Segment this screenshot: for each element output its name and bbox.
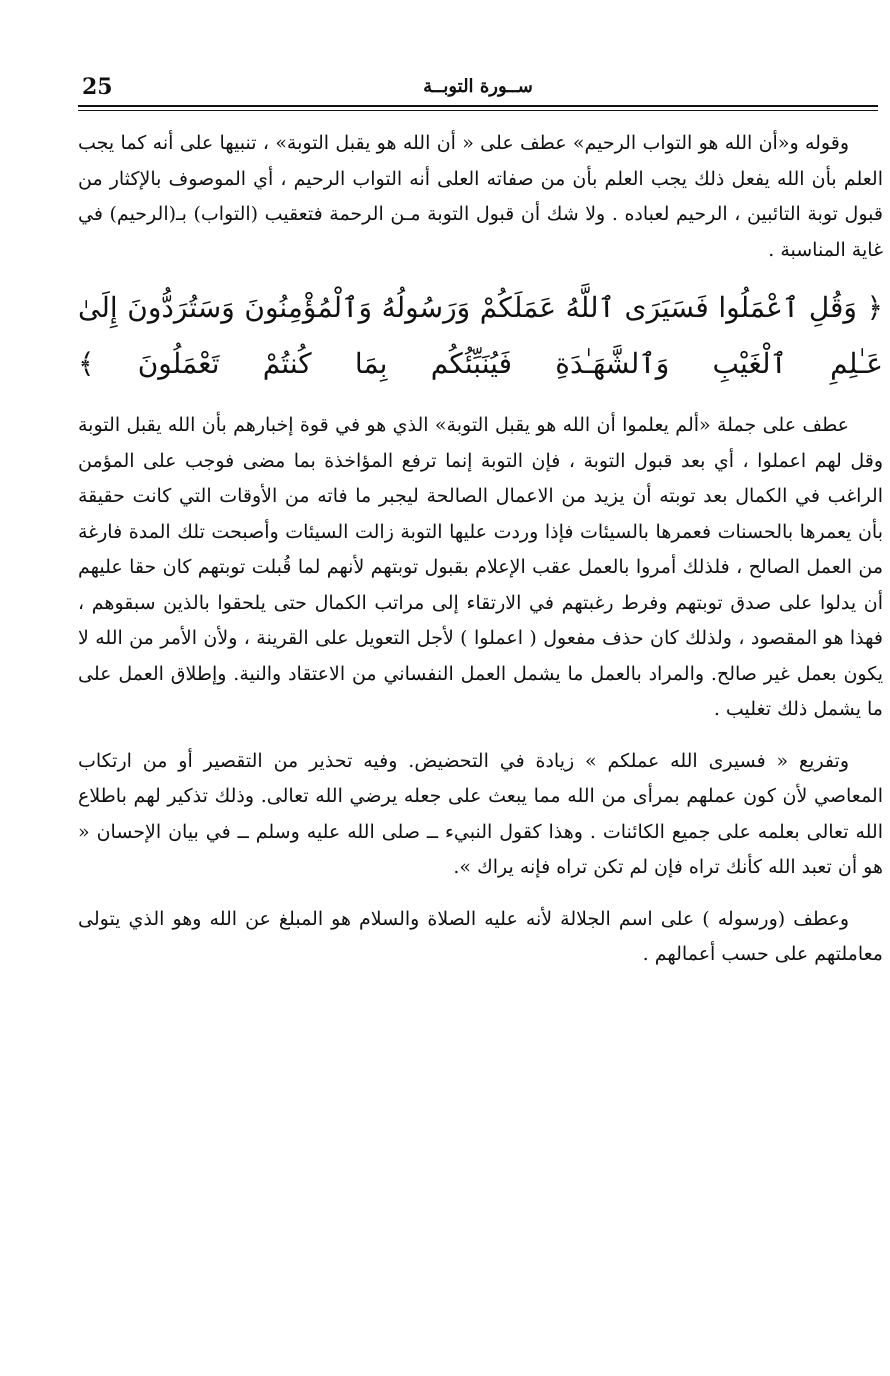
header-rule-thin — [78, 110, 878, 111]
page-header — [78, 72, 878, 112]
running-title: ســورة التوبــة — [423, 76, 533, 97]
quran-verse: ﴿ وَقُلِ ٱعْمَلُوا فَسَيَرَى ٱللَّهُ عَمَلَكُمْ وَرَسُولُهُ وَٱلْمُؤْمِنُونَ وَسَتُرَدُّونَ إِلَىٰ عَـٰلِمِ ٱلْغَيْبِ وَٱلشَّهَـٰدَةِ فَيُنَبِّئُكُم بِمَا كُنتُمْ تَعْمَلُونَ ﴾ — [78, 291, 883, 380]
paragraph-3: وتفريع « فسيرى الله عملكم » زيادة في التحضيض. وفيه تحذير من التقصير أو من ارتكاب المعاصي لأن كون عملهم بمرأى من الله مما يبعث على جعله يرضي الله تعالى. وذلك تذكير لهم باطلاع الله تعالى بعلمه على جميع الكائنات . وهذا كقول النبيء ــ صلى الله عليه وسلم ــ في بيان الإحسان « هو أن تعبد الله كأنك تراه فإن لم تكن تراه فإنه يراك ». — [78, 749, 883, 878]
paragraph-1: وقوله و«أن الله هو التواب الرحيم» عطف على « أن الله هو يقبل التوبة» ، تنبيها على أنه كما يجب العلم بأن الله يفعل ذلك يجب العلم بأن من صفاته العلى أنه التواب الرحيم ، أي الموصوف بالإكثار من قبول توبة التائبين ، الرحيم لعباده . ولا شك أن قبول التوبة مـن الرحمة فتعقيب (التواب) بـ(الرحيم) في غاية المناسبة . — [78, 132, 883, 261]
header-rule — [78, 105, 878, 107]
paragraph-2: عطف على جملة «ألم يعلموا أن الله هو يقبل التوبة» الذي هو في قوة إخبارهم بأن الله يقبل التوبة وقل لهم اعملوا ، أي بعد قبول التوبة ، فإن التوبة إنما ترفع المؤاخذة بما مضى فوجب على المؤمن الراغب في الكمال بعد توبته أن يزيد من الاعمال الصالحة ليجبر ما فاته من الأوقات التي كانت حقيقة بأن يعمرها بالحسنات فعمرها بالسيئات فإذا وردت عليها التوبة زالت السيئات وأصبحت تلك المدة فارغة من العمل الصالح ، فلذلك أمروا بالعمل عقب الإعلام بقبول توبتهم لأنهم لما قُبلت توبتهم كان حقا عليهم أن يدلوا على صدق توبتهم وفرط رغبتهم في الارتقاء إلى مراتب الكمال حتى يلحقوا بالذين سبقوهم ، فهذا هو المقصود ، ولذلك كان حذف مفعول ( اعملوا ) لأجل التعويل على القرينة ، ولأن الأمر من الله لا يكون بعمل غير صالح. والمراد بالعمل ما يشمل العمل النفساني من الاعتقاد والنية. وإطلاق العمل على ما يشمل ذلك تغليب . — [78, 414, 883, 720]
page-body — [78, 126, 883, 973]
paragraph-4: وعطف (ورسوله ) على اسم الجلالة لأنه عليه الصلاة والسلام هو المبلغ عن الله وهو الذي يتولى معاملتهم على حسب أعمالهم . — [78, 907, 883, 965]
page-number: 25 — [82, 74, 113, 100]
